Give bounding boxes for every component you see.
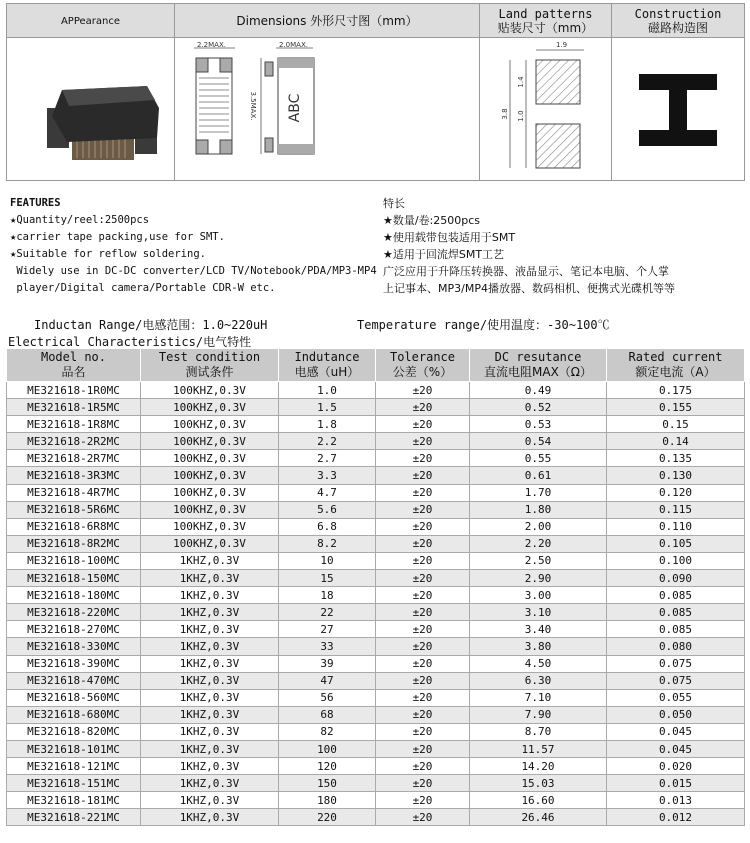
cell-test-condition: 1KHZ,0.3V bbox=[141, 638, 279, 655]
cell-dc-resistance: 0.55 bbox=[470, 450, 607, 467]
cell-rated-current: 0.020 bbox=[607, 758, 745, 775]
column-header-inductance: Indutance 电感（uH） bbox=[279, 349, 376, 382]
cell-test-condition: 1KHZ,0.3V bbox=[141, 809, 279, 826]
product-overview-table bbox=[6, 3, 745, 181]
cell-dc-resistance: 2.50 bbox=[470, 552, 607, 569]
table-row bbox=[7, 706, 745, 723]
cell-tolerance: ±20 bbox=[376, 621, 470, 638]
cell-model: ME321618-5R6MC bbox=[7, 501, 141, 518]
cell-dc-resistance: 7.90 bbox=[470, 706, 607, 723]
cell-rated-current: 0.090 bbox=[607, 570, 745, 587]
cell-test-condition: 1KHZ,0.3V bbox=[141, 621, 279, 638]
cell-model: ME321618-1R0MC bbox=[7, 382, 141, 399]
cell-tolerance: ±20 bbox=[376, 535, 470, 552]
svg-text:3.8: 3.8 bbox=[501, 108, 509, 120]
cell-tolerance: ±20 bbox=[376, 467, 470, 484]
cell-inductance: 100 bbox=[279, 740, 376, 757]
cell-tolerance: ±20 bbox=[376, 450, 470, 467]
cell-model: ME321618-4R7MC bbox=[7, 484, 141, 501]
table-row bbox=[7, 638, 745, 655]
cell-model: ME321618-150MC bbox=[7, 570, 141, 587]
cell-rated-current: 0.013 bbox=[607, 792, 745, 809]
cell-inductance: 15 bbox=[279, 570, 376, 587]
cell-rated-current: 0.135 bbox=[607, 450, 745, 467]
cell-dc-resistance: 3.00 bbox=[470, 587, 607, 604]
cell-inductance: 56 bbox=[279, 689, 376, 706]
appearance-header: APPearance bbox=[7, 4, 175, 38]
dimensions-drawing bbox=[175, 38, 478, 176]
svg-text:1.4: 1.4 bbox=[517, 76, 525, 88]
cell-test-condition: 1KHZ,0.3V bbox=[141, 740, 279, 757]
construction-header: Construction 磁路构造图 bbox=[612, 4, 745, 38]
cell-inductance: 82 bbox=[279, 723, 376, 740]
cell-inductance: 4.7 bbox=[279, 484, 376, 501]
cell-test-condition: 1KHZ,0.3V bbox=[141, 706, 279, 723]
cell-rated-current: 0.085 bbox=[607, 621, 745, 638]
inductance-range: Inductan Range/电感范围：1.0~220uH bbox=[34, 318, 268, 332]
feature-line-cn: ★使用载带包装适用于SMT bbox=[383, 231, 516, 244]
table-row bbox=[7, 740, 745, 757]
cell-dc-resistance: 0.49 bbox=[470, 382, 607, 399]
cell-tolerance: ±20 bbox=[376, 416, 470, 433]
cell-dc-resistance: 15.03 bbox=[470, 775, 607, 792]
table-row bbox=[7, 621, 745, 638]
table-row bbox=[7, 450, 745, 467]
cell-model: ME321618-2R2MC bbox=[7, 433, 141, 450]
cell-dc-resistance: 3.10 bbox=[470, 604, 607, 621]
feature-line: player/Digital camera/Portable CDR-W etc. bbox=[10, 282, 276, 294]
cell-tolerance: ±20 bbox=[376, 570, 470, 587]
cell-rated-current: 0.075 bbox=[607, 655, 745, 672]
cell-dc-resistance: 0.52 bbox=[470, 399, 607, 416]
cell-rated-current: 0.15 bbox=[607, 416, 745, 433]
table-row bbox=[7, 416, 745, 433]
cell-inductance: 47 bbox=[279, 672, 376, 689]
cell-dc-resistance: 3.80 bbox=[470, 638, 607, 655]
cell-dc-resistance: 26.46 bbox=[470, 809, 607, 826]
cell-tolerance: ±20 bbox=[376, 809, 470, 826]
cell-inductance: 3.3 bbox=[279, 467, 376, 484]
table-row bbox=[7, 433, 745, 450]
cell-test-condition: 1KHZ,0.3V bbox=[141, 655, 279, 672]
table-row bbox=[7, 604, 745, 621]
cell-dc-resistance: 0.54 bbox=[470, 433, 607, 450]
cell-inductance: 27 bbox=[279, 621, 376, 638]
cell-rated-current: 0.110 bbox=[607, 518, 745, 535]
table-row bbox=[7, 399, 745, 416]
features-english bbox=[10, 195, 380, 297]
features-title-cn: 特长 bbox=[383, 197, 405, 210]
land-patterns-header: Land patterns 贴装尺寸（mm） bbox=[480, 4, 612, 38]
cell-rated-current: 0.075 bbox=[607, 672, 745, 689]
cell-dc-resistance: 2.00 bbox=[470, 518, 607, 535]
cell-dc-resistance: 2.90 bbox=[470, 570, 607, 587]
cell-dc-resistance: 2.20 bbox=[470, 535, 607, 552]
svg-text:2.0MAX.: 2.0MAX. bbox=[279, 41, 308, 49]
cell-tolerance: ±20 bbox=[376, 382, 470, 399]
cell-tolerance: ±20 bbox=[376, 706, 470, 723]
cell-model: ME321618-100MC bbox=[7, 552, 141, 569]
svg-text:1.0: 1.0 bbox=[517, 110, 525, 122]
feature-line-cn: ★适用于回流焊SMT工艺 bbox=[383, 248, 505, 261]
cell-tolerance: ±20 bbox=[376, 433, 470, 450]
cell-inductance: 22 bbox=[279, 604, 376, 621]
cell-inductance: 2.2 bbox=[279, 433, 376, 450]
column-header-rated-current: Rated current 额定电流（A） bbox=[607, 349, 745, 382]
feature-line: ★carrier tape packing,use for SMT. bbox=[10, 231, 225, 243]
cell-model: ME321618-390MC bbox=[7, 655, 141, 672]
table-row bbox=[7, 535, 745, 552]
cell-inductance: 1.0 bbox=[279, 382, 376, 399]
cell-rated-current: 0.085 bbox=[607, 604, 745, 621]
table-row bbox=[7, 792, 745, 809]
cell-dc-resistance: 14.20 bbox=[470, 758, 607, 775]
cell-tolerance: ±20 bbox=[376, 723, 470, 740]
cell-tolerance: ±20 bbox=[376, 740, 470, 757]
cell-test-condition: 1KHZ,0.3V bbox=[141, 552, 279, 569]
cell-model: ME321618-121MC bbox=[7, 758, 141, 775]
cell-rated-current: 0.080 bbox=[607, 638, 745, 655]
feature-line: ★Suitable for reflow soldering. bbox=[10, 248, 206, 260]
column-header-tolerance: Tolerance 公差（%） bbox=[376, 349, 470, 382]
cell-rated-current: 0.100 bbox=[607, 552, 745, 569]
cell-test-condition: 1KHZ,0.3V bbox=[141, 792, 279, 809]
cell-tolerance: ±20 bbox=[376, 775, 470, 792]
cell-tolerance: ±20 bbox=[376, 518, 470, 535]
cell-test-condition: 100KHZ,0.3V bbox=[141, 535, 279, 552]
cell-model: ME321618-181MC bbox=[7, 792, 141, 809]
dimensions-header: Dimensions 外形尺寸图（mm） bbox=[175, 4, 480, 38]
cell-tolerance: ±20 bbox=[376, 689, 470, 706]
table-row bbox=[7, 758, 745, 775]
table-row bbox=[7, 775, 745, 792]
cell-test-condition: 100KHZ,0.3V bbox=[141, 518, 279, 535]
table-row bbox=[7, 672, 745, 689]
cell-test-condition: 100KHZ,0.3V bbox=[141, 399, 279, 416]
cell-model: ME321618-330MC bbox=[7, 638, 141, 655]
cell-tolerance: ±20 bbox=[376, 587, 470, 604]
cell-dc-resistance: 3.40 bbox=[470, 621, 607, 638]
cell-rated-current: 0.050 bbox=[607, 706, 745, 723]
cell-inductance: 150 bbox=[279, 775, 376, 792]
cell-tolerance: ±20 bbox=[376, 501, 470, 518]
cell-rated-current: 0.045 bbox=[607, 723, 745, 740]
table-row bbox=[7, 467, 745, 484]
cell-test-condition: 1KHZ,0.3V bbox=[141, 689, 279, 706]
cell-test-condition: 1KHZ,0.3V bbox=[141, 604, 279, 621]
cell-test-condition: 1KHZ,0.3V bbox=[141, 758, 279, 775]
cell-dc-resistance: 0.61 bbox=[470, 467, 607, 484]
feature-line: Widely use in DC-DC converter/LCD TV/Notebook/PDA/MP3-MP4 bbox=[10, 265, 377, 277]
cell-model: ME321618-8R2MC bbox=[7, 535, 141, 552]
table-row bbox=[7, 587, 745, 604]
cell-tolerance: ±20 bbox=[376, 792, 470, 809]
cell-model: ME321618-3R3MC bbox=[7, 467, 141, 484]
cell-dc-resistance: 4.50 bbox=[470, 655, 607, 672]
feature-line-cn: 上记事本、MP3/MP4播放器、数码相机、便携式光碟机等等 bbox=[383, 282, 675, 295]
cell-dc-resistance: 1.80 bbox=[470, 501, 607, 518]
cell-tolerance: ±20 bbox=[376, 638, 470, 655]
cell-tolerance: ±20 bbox=[376, 604, 470, 621]
cell-rated-current: 0.045 bbox=[607, 740, 745, 757]
cell-inductance: 10 bbox=[279, 552, 376, 569]
cell-dc-resistance: 0.53 bbox=[470, 416, 607, 433]
cell-rated-current: 0.085 bbox=[607, 587, 745, 604]
column-header-test-condition: Test condition 测试条件 bbox=[141, 349, 279, 382]
features-title: FEATURES bbox=[10, 197, 61, 209]
cell-dc-resistance: 7.10 bbox=[470, 689, 607, 706]
cell-inductance: 1.8 bbox=[279, 416, 376, 433]
construction-cell bbox=[612, 38, 745, 181]
cell-test-condition: 1KHZ,0.3V bbox=[141, 587, 279, 604]
cell-model: ME321618-101MC bbox=[7, 740, 141, 757]
table-row bbox=[7, 552, 745, 569]
cell-inductance: 18 bbox=[279, 587, 376, 604]
land-pattern-drawing bbox=[480, 38, 610, 176]
feature-line: ★Quantity/reel:2500pcs bbox=[10, 214, 150, 226]
cell-rated-current: 0.012 bbox=[607, 809, 745, 826]
cell-tolerance: ±20 bbox=[376, 758, 470, 775]
table-row bbox=[7, 518, 745, 535]
cell-model: ME321618-6R8MC bbox=[7, 518, 141, 535]
cell-inductance: 8.2 bbox=[279, 535, 376, 552]
dimensions-drawing-cell bbox=[175, 38, 480, 181]
cell-model: ME321618-180MC bbox=[7, 587, 141, 604]
svg-text:2.2MAX.: 2.2MAX. bbox=[197, 41, 226, 49]
cell-inductance: 180 bbox=[279, 792, 376, 809]
cell-rated-current: 0.120 bbox=[607, 484, 745, 501]
cell-tolerance: ±20 bbox=[376, 655, 470, 672]
feature-line-cn: 广泛应用于升降压转换器、液晶显示、笔记本电脑、个人掌 bbox=[383, 265, 669, 278]
cell-dc-resistance: 1.70 bbox=[470, 484, 607, 501]
cell-dc-resistance: 16.60 bbox=[470, 792, 607, 809]
cell-tolerance: ±20 bbox=[376, 672, 470, 689]
cell-model: ME321618-470MC bbox=[7, 672, 141, 689]
cell-rated-current: 0.115 bbox=[607, 501, 745, 518]
cell-test-condition: 100KHZ,0.3V bbox=[141, 433, 279, 450]
cell-inductance: 120 bbox=[279, 758, 376, 775]
cell-test-condition: 100KHZ,0.3V bbox=[141, 501, 279, 518]
cell-inductance: 5.6 bbox=[279, 501, 376, 518]
land-patterns-cell bbox=[480, 38, 612, 181]
cell-model: ME321618-680MC bbox=[7, 706, 141, 723]
cell-rated-current: 0.155 bbox=[607, 399, 745, 416]
cell-test-condition: 1KHZ,0.3V bbox=[141, 775, 279, 792]
table-row bbox=[7, 689, 745, 706]
cell-test-condition: 100KHZ,0.3V bbox=[141, 382, 279, 399]
cell-model: ME321618-820MC bbox=[7, 723, 141, 740]
cell-test-condition: 1KHZ,0.3V bbox=[141, 672, 279, 689]
cell-model: ME321618-220MC bbox=[7, 604, 141, 621]
table-header-row bbox=[7, 349, 745, 382]
cell-inductance: 220 bbox=[279, 809, 376, 826]
table-row bbox=[7, 809, 745, 826]
cell-rated-current: 0.105 bbox=[607, 535, 745, 552]
cell-model: ME321618-560MC bbox=[7, 689, 141, 706]
cell-test-condition: 100KHZ,0.3V bbox=[141, 416, 279, 433]
cell-dc-resistance: 11.57 bbox=[470, 740, 607, 757]
features-chinese bbox=[383, 195, 743, 297]
cell-inductance: 1.5 bbox=[279, 399, 376, 416]
cell-inductance: 2.7 bbox=[279, 450, 376, 467]
cell-model: ME321618-1R5MC bbox=[7, 399, 141, 416]
table-row bbox=[7, 655, 745, 672]
table-row bbox=[7, 501, 745, 518]
cell-test-condition: 1KHZ,0.3V bbox=[141, 570, 279, 587]
cell-rated-current: 0.130 bbox=[607, 467, 745, 484]
magnetic-core-icon bbox=[612, 38, 743, 176]
cell-model: ME321618-221MC bbox=[7, 809, 141, 826]
inductor-photo bbox=[7, 38, 173, 176]
cell-model: ME321618-270MC bbox=[7, 621, 141, 638]
temperature-range: Temperature range/使用温度：-30~100℃ bbox=[357, 318, 610, 332]
cell-tolerance: ±20 bbox=[376, 484, 470, 501]
svg-text:3.5MAX.: 3.5MAX. bbox=[249, 91, 257, 121]
cell-model: ME321618-1R8MC bbox=[7, 416, 141, 433]
cell-rated-current: 0.055 bbox=[607, 689, 745, 706]
cell-dc-resistance: 6.30 bbox=[470, 672, 607, 689]
cell-rated-current: 0.14 bbox=[607, 433, 745, 450]
table-row bbox=[7, 484, 745, 501]
table-body bbox=[7, 382, 745, 826]
feature-line-cn: ★数量/卷:2500pcs bbox=[383, 214, 481, 227]
cell-model: ME321618-151MC bbox=[7, 775, 141, 792]
cell-test-condition: 100KHZ,0.3V bbox=[141, 484, 279, 501]
svg-text:ABC: ABC bbox=[287, 93, 303, 123]
electrical-characteristics-table bbox=[6, 348, 745, 826]
svg-text:1.9: 1.9 bbox=[556, 41, 568, 49]
appearance-image-cell bbox=[7, 38, 175, 181]
cell-test-condition: 1KHZ,0.3V bbox=[141, 723, 279, 740]
table-row bbox=[7, 570, 745, 587]
cell-test-condition: 100KHZ,0.3V bbox=[141, 450, 279, 467]
cell-inductance: 68 bbox=[279, 706, 376, 723]
cell-test-condition: 100KHZ,0.3V bbox=[141, 467, 279, 484]
column-header-dc-resistance: DC resutance 直流电阻MAX（Ω） bbox=[470, 349, 607, 382]
electrical-characteristics-title: Electrical Characteristics/电气特性 bbox=[8, 335, 252, 349]
cell-dc-resistance: 8.70 bbox=[470, 723, 607, 740]
cell-model: ME321618-2R7MC bbox=[7, 450, 141, 467]
column-header-model: Model no. 品名 bbox=[7, 349, 141, 382]
cell-inductance: 39 bbox=[279, 655, 376, 672]
cell-rated-current: 0.175 bbox=[607, 382, 745, 399]
cell-rated-current: 0.015 bbox=[607, 775, 745, 792]
cell-inductance: 6.8 bbox=[279, 518, 376, 535]
table-row bbox=[7, 382, 745, 399]
cell-inductance: 33 bbox=[279, 638, 376, 655]
cell-tolerance: ±20 bbox=[376, 552, 470, 569]
table-row bbox=[7, 723, 745, 740]
cell-tolerance: ±20 bbox=[376, 399, 470, 416]
